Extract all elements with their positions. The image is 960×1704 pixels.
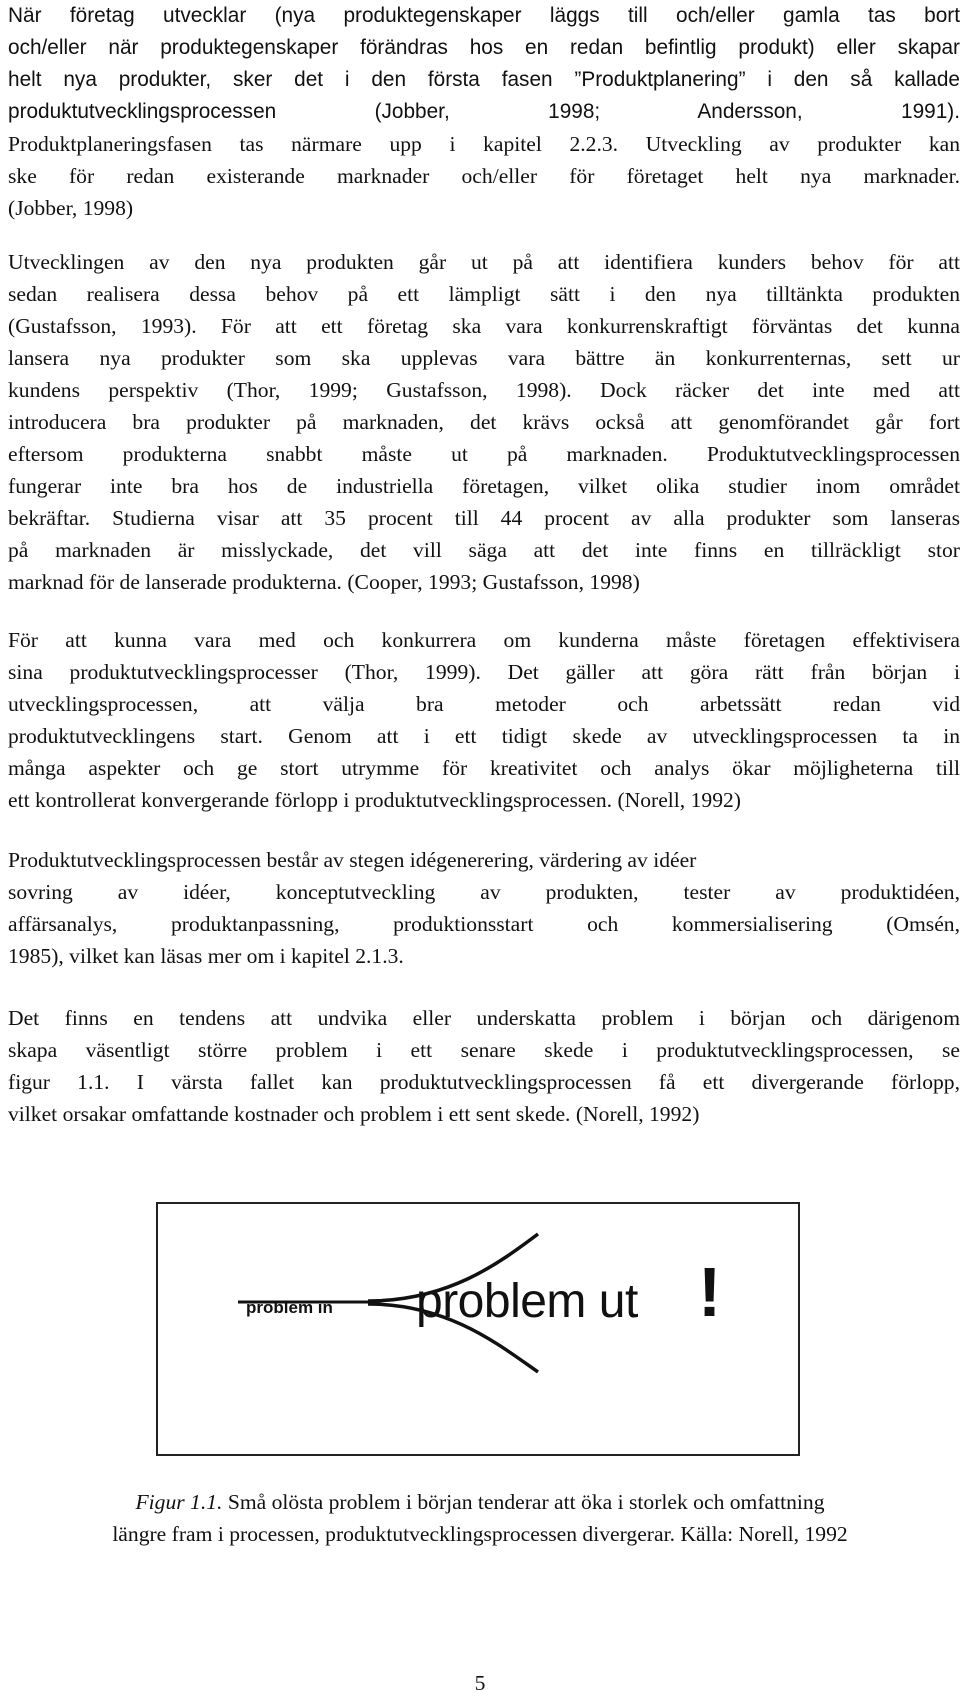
label-problem-out: problem ut bbox=[416, 1275, 638, 1328]
text-line: figur 1.1. I värsta fallet kan produktutvecklingsprocessen få ett divergerande förlopp, bbox=[8, 1070, 960, 1094]
text-line: Det finns en tendens att undvika eller underskatta problem i början och därigenom bbox=[8, 1006, 960, 1030]
page-number: 5 bbox=[474, 1671, 486, 1695]
text-line: introducera bra produkter på marknaden, det krävs också att genomförandet går fort bbox=[8, 410, 960, 434]
text-line: ett kontrollerat konvergerande förlopp i produktutvecklingsprocessen. (Norell, 1992) bbox=[8, 788, 741, 812]
text-line: (Gustafsson, 1993). För att ett företag ska vara konkurrenskraftigt förväntas det kunna bbox=[8, 314, 960, 338]
text-line: marknad för de lanserade produkterna. (Cooper, 1993; Gustafsson, 1998) bbox=[8, 570, 640, 594]
text-line: eftersom produkterna snabbt måste ut på marknaden. Produktutvecklingsprocessen bbox=[8, 442, 960, 466]
text-line: lansera nya produkter som ska upplevas vara bättre än konkurrenternas, sett ur bbox=[8, 346, 960, 370]
caption-line-1 bbox=[0, 1486, 960, 1518]
text-line: (Jobber, 1998) bbox=[8, 196, 134, 220]
text-line: bekräftar. Studierna visar att 35 procent till 44 procent av alla produkter som lanseras bbox=[8, 506, 960, 530]
text-line: utvecklingsprocessen, att välja bra metoder och arbetssätt redan vid bbox=[8, 692, 960, 716]
text-line: Utvecklingen av den nya produkten går ut på att identifiera kunders behov för att bbox=[8, 250, 960, 274]
text-line: Produktutvecklingsprocessen består av stegen idégenerering, värdering av idéer bbox=[8, 848, 697, 872]
text-line: kundens perspektiv (Thor, 1999; Gustafsson, 1998). Dock räcker det inte med att bbox=[8, 378, 960, 402]
text-line: många aspekter och ge stort utrymme för kreativitet och analys ökar möjligheterna till bbox=[8, 756, 960, 780]
text-line: produktutvecklingens start. Genom att i ett tidigt skede av utvecklingsprocessen ta in bbox=[8, 724, 960, 748]
text-line: på marknaden är misslyckade, det vill säga att det inte finns en tillräckligt stor bbox=[8, 538, 960, 562]
text-line: fungerar inte bra hos de industriella företagen, vilket olika studier inom området bbox=[8, 474, 960, 498]
caption-figure-ref: Figur 1.1. bbox=[135, 1490, 223, 1514]
text-line: och/eller när produktegenskaper förändras hos en redan befintlig produkt) eller skapar bbox=[8, 36, 960, 59]
caption-line-2: längre fram i processen, produktutvecklingsprocessen divergerar. Källa: Norell, 1992 bbox=[112, 1522, 848, 1546]
paragraph-1 bbox=[8, 0, 960, 224]
figure-divergence bbox=[156, 1202, 800, 1456]
text-line: sovring av idéer, konceptutveckling av produkten, tester av produktidéen, bbox=[8, 880, 960, 904]
label-problem-in: problem in bbox=[246, 1298, 333, 1317]
text-line: Produktplaneringsfasen tas närmare upp i kapitel 2.2.3. Utveckling av produkter kan bbox=[8, 132, 960, 156]
paragraph-2 bbox=[8, 246, 960, 598]
text-line: För att kunna vara med och konkurrera om kunderna måste företagen effektivisera bbox=[8, 628, 960, 652]
text-line: produktutvecklingsprocessen (Jobber, 1998; Andersson, 1991). bbox=[8, 100, 960, 123]
text-line: När företag utvecklar (nya produktegenskaper läggs till och/eller gamla tas bort bbox=[8, 4, 960, 27]
text-line: skapa väsentligt större problem i ett senare skede i produktutvecklingsprocessen, se bbox=[8, 1038, 960, 1062]
text-line: sedan realisera dessa behov på ett lämpligt sätt i den nya tilltänkta produkten bbox=[8, 282, 960, 306]
paragraph-3 bbox=[8, 624, 960, 816]
text-line: 1985), vilket kan läsas mer om i kapitel 2.1.3. bbox=[8, 944, 404, 968]
text-line: affärsanalys, produktanpassning, produktionsstart och kommersialisering (Omsén, bbox=[8, 912, 960, 936]
text-line: sina produktutvecklingsprocesser (Thor, 1999). Det gäller att göra rätt från början i bbox=[8, 660, 960, 684]
caption-text-1: Små olösta problem i början tenderar att öka i storlek och omfattning bbox=[227, 1490, 825, 1514]
text-line: helt nya produkter, sker det i den första fasen ”Produktplanering” i den så kallade bbox=[8, 68, 960, 91]
text-line: ske för redan existerande marknader och/eller för företaget helt nya marknader. bbox=[8, 164, 960, 188]
paragraph-4 bbox=[8, 844, 960, 972]
exclamation-mark: ! bbox=[698, 1253, 722, 1331]
text-line: vilket orsakar omfattande kostnader och problem i ett sent skede. (Norell, 1992) bbox=[8, 1102, 700, 1126]
paragraph-5 bbox=[8, 1002, 960, 1130]
figure-caption bbox=[0, 1486, 960, 1550]
